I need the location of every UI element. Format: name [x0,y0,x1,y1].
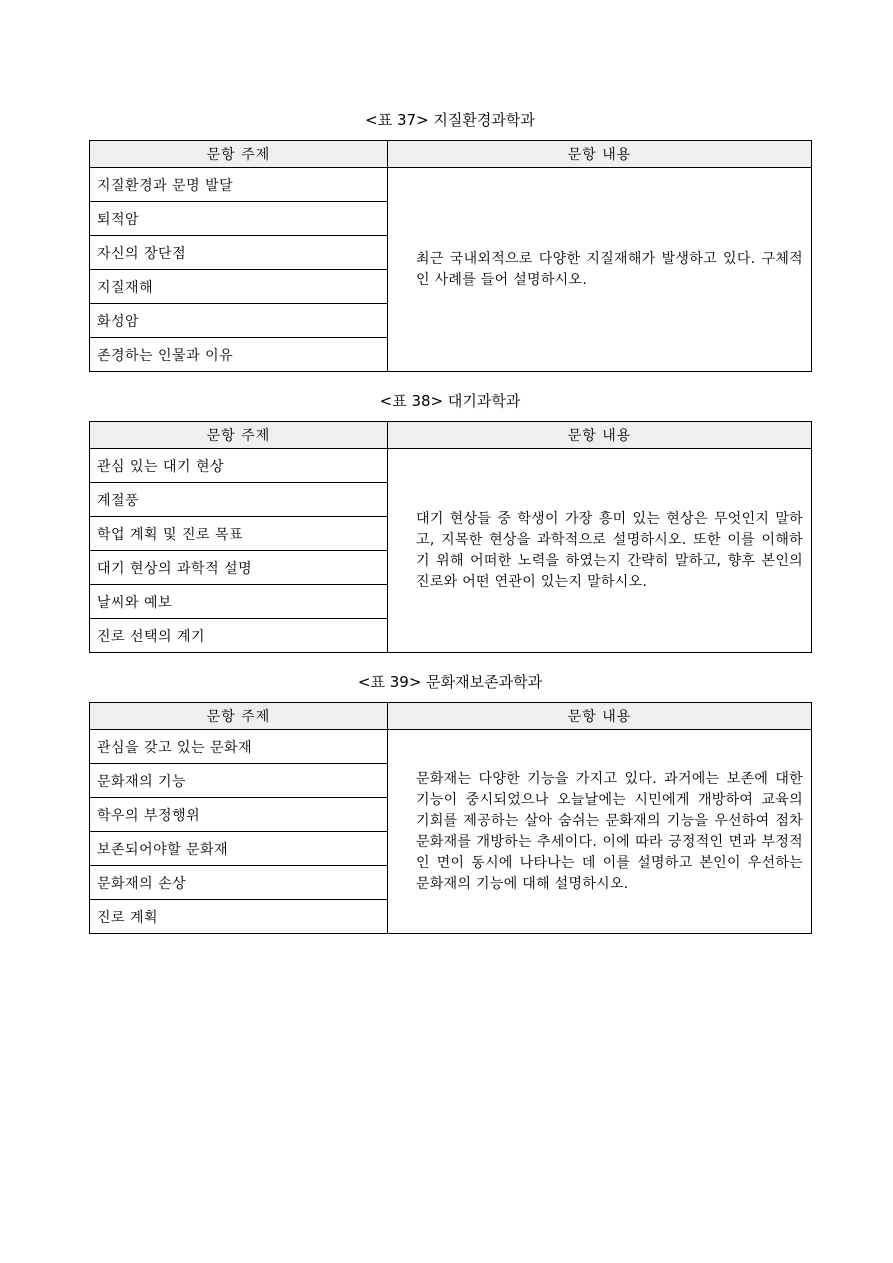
table-row [90,449,812,483]
topic-cell: 자신의 장단점 [90,236,388,270]
table-caption: <표 39> 문화재보존과학과 [357,673,543,691]
topic-cell: 계절풍 [90,483,388,517]
topic-cell: 대기 현상의 과학적 설명 [90,551,388,585]
topic-cell: 퇴적암 [90,202,388,236]
topic-cell: 진로 계획 [90,900,388,934]
question-table [89,421,812,653]
header-content: 문항 내용 [388,422,812,449]
topic-cell: 학우의 부정행위 [90,798,388,832]
table-row [90,168,812,202]
question-table [89,140,812,372]
topic-cell: 화성암 [90,304,388,338]
topic-cell: 관심 있는 대기 현상 [90,449,388,483]
content-cell: 최근 국내외적으로 다양한 지질재해가 발생하고 있다. 구체적인 사례를 들어 설명하시오. [388,168,812,372]
table-header-row [90,422,812,449]
question-table [89,702,812,934]
header-topic: 문항 주제 [90,141,388,168]
table-row [90,730,812,764]
topic-cell: 진로 선택의 계기 [90,619,388,653]
header-content: 문항 내용 [388,141,812,168]
topic-cell: 학업 계획 및 진로 목표 [90,517,388,551]
topic-cell: 문화재의 기능 [90,764,388,798]
topic-cell: 날씨와 예보 [90,585,388,619]
header-topic: 문항 주제 [90,422,388,449]
topic-cell: 문화재의 손상 [90,866,388,900]
table-caption: <표 38> 대기과학과 [379,392,521,410]
header-content: 문항 내용 [388,703,812,730]
topic-cell: 관심을 갖고 있는 문화재 [90,730,388,764]
topic-cell: 보존되어야할 문화재 [90,832,388,866]
table-header-row [90,141,812,168]
topic-cell: 존경하는 인물과 이유 [90,338,388,372]
table-caption: <표 37> 지질환경과학과 [365,111,535,129]
topic-cell: 지질재해 [90,270,388,304]
table-header-row [90,703,812,730]
header-topic: 문항 주제 [90,703,388,730]
content-cell: 대기 현상들 중 학생이 가장 흥미 있는 현상은 무엇인지 말하고, 지목한 현상을 과학적으로 설명하시오. 또한 이를 이해하기 위해 어떠한 노력을 하였는지 간략히 말하고, 향후 본인의 진로와 어떤 연관이 있는지 말하시오. [388,449,812,653]
content-cell: 문화재는 다양한 기능을 가지고 있다. 과거에는 보존에 대한 기능이 중시되었으나 오늘날에는 시민에게 개방하여 교육의 기회를 제공하는 살아 숨쉬는 문화재의 기능을 우선하여 점차 문화재를 개방하는 추세이다. 이에 따라 긍정적인 면과 부정적인 면이 동시에 나타나는 데 이를 설명하고 본인이 우선하는 문화재의 기능에 대해 설명하시오. [388,730,812,934]
topic-cell: 지질환경과 문명 발달 [90,168,388,202]
